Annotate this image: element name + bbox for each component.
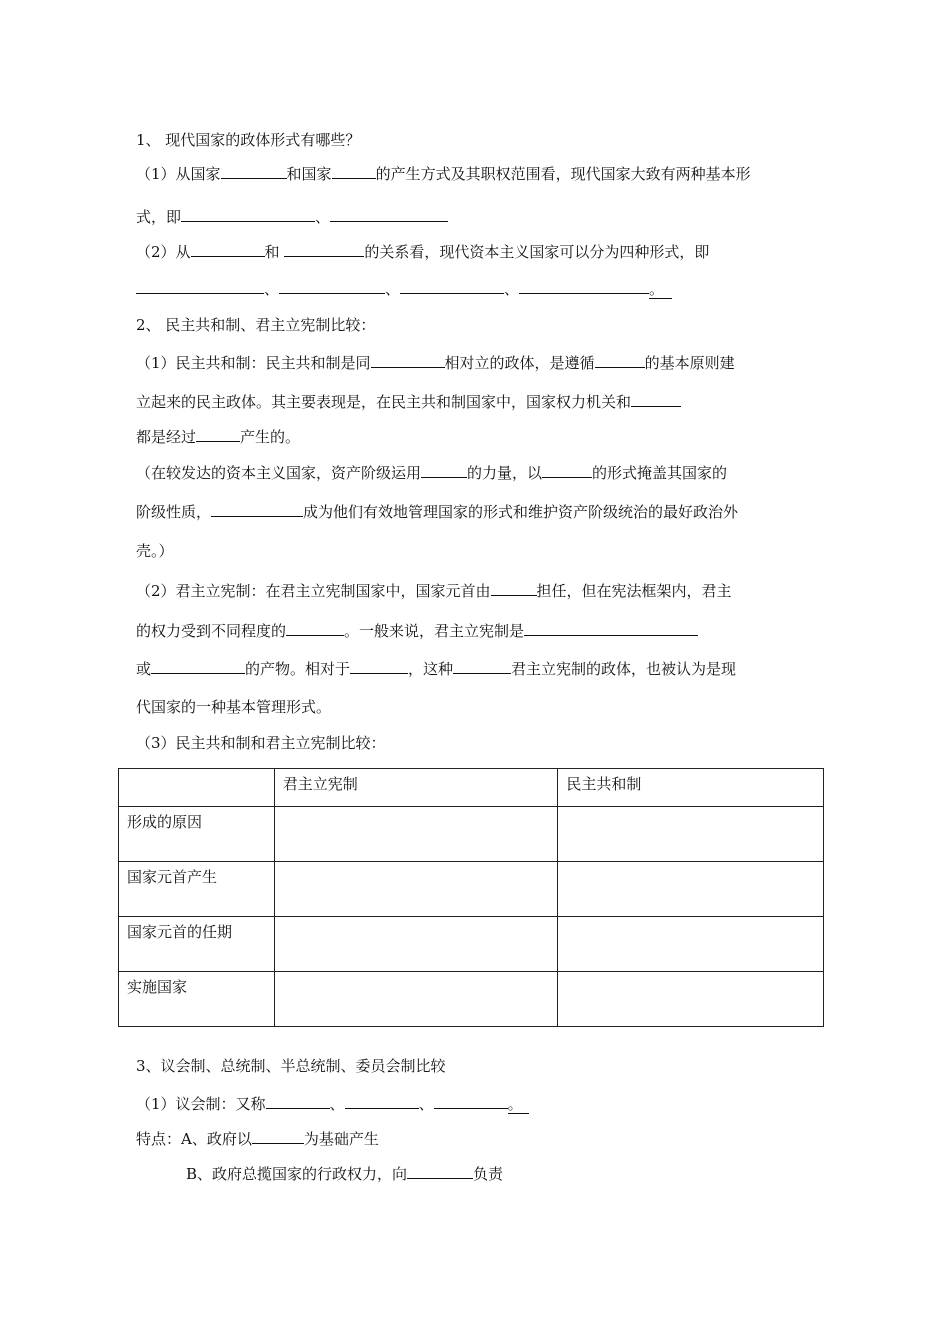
q1-part2-line1: （2）从 和 的关系看，现代资本主义国家可以分为四种形式，即 xyxy=(136,243,710,261)
table-row xyxy=(119,862,824,917)
q2-part1-line2: 立起来的民主政体。其主要表现是，在民主共和制国家中，国家权力机关和 xyxy=(136,391,681,412)
q2-part1-line6: 壳。） xyxy=(136,542,174,560)
q2-part1-line4: （在较发达的资本主义国家，资产阶级运用 的力量，以 的形式掩盖其国家的 xyxy=(136,464,728,482)
answer-blank[interactable] xyxy=(350,658,408,674)
q2-part1-line1: （1）民主共和制：民主共和制是同 相对立的政体，是遵循 的基本原则建 xyxy=(136,354,735,372)
table-header-cell xyxy=(119,769,275,807)
answer-blank[interactable] xyxy=(211,501,303,517)
table-cell[interactable] xyxy=(558,917,824,972)
answer-blank[interactable] xyxy=(631,391,681,407)
table-cell[interactable] xyxy=(558,972,824,1027)
table-row-label: 实施国家 xyxy=(119,972,275,1027)
answer-blank[interactable] xyxy=(371,352,445,368)
table-row xyxy=(119,972,824,1027)
question-2-title: 2、 民主共和制、君主立宪制比较： xyxy=(136,316,376,334)
answer-blank[interactable] xyxy=(191,241,265,257)
question-3-title: 3、议会制、总统制、半总统制、委员会制比较 xyxy=(136,1057,446,1075)
answer-blank[interactable] xyxy=(595,352,645,368)
answer-blank[interactable] xyxy=(332,163,376,179)
q2-part2-line1: （2）君主立宪制：在君主立宪制国家中，国家元首由 担任，但在宪法框架内，君主 xyxy=(136,582,732,600)
q3-part1-line1: （1）议会制：又称 、 、 。 xyxy=(136,1093,529,1114)
answer-blank[interactable] xyxy=(136,278,264,294)
answer-blank[interactable] xyxy=(400,278,504,294)
answer-blank[interactable] xyxy=(252,1128,304,1144)
q1-part1-line2: 式，即 、 xyxy=(136,206,448,227)
answer-blank[interactable] xyxy=(196,426,240,442)
table-header-cell: 君主立宪制 xyxy=(274,769,558,807)
q2-part2-line3: 或 的产物。相对于 ，这种 君主立宪制的政体，也被认为是现 xyxy=(136,660,737,678)
q3-feature-b: B、政府总揽国家的行政权力，向 负责 xyxy=(186,1165,504,1183)
answer-blank[interactable] xyxy=(453,658,511,674)
q2-part2-line2: 的权力受到不同程度的 。一般来说，君主立宪制是 xyxy=(136,620,698,641)
answer-blank[interactable] xyxy=(421,462,467,478)
table-row-label: 国家元首产生 xyxy=(119,862,275,917)
answer-blank[interactable] xyxy=(407,1163,473,1179)
answer-blank[interactable] xyxy=(330,206,448,222)
answer-blank[interactable] xyxy=(221,163,287,179)
table-header-cell: 民主共和制 xyxy=(558,769,824,807)
answer-blank[interactable] xyxy=(284,241,364,257)
comparison-table xyxy=(118,768,824,1027)
q2-part3-title: （3）民主共和制和君主立宪制比较： xyxy=(136,734,386,752)
table-row xyxy=(119,917,824,972)
table-row xyxy=(119,807,824,862)
table-cell[interactable] xyxy=(558,862,824,917)
answer-blank[interactable] xyxy=(181,206,315,222)
q1-part1-line1: （1）从国家 和国家 的产生方式及其职权范围看，现代国家大致有两种基本形 xyxy=(136,165,751,183)
q2-part1-line5: 阶级性质， 成为他们有效地管理国家的形式和维护资产阶级统治的最好政治外 xyxy=(136,503,739,521)
answer-blank[interactable] xyxy=(266,1093,330,1109)
table-row-label: 形成的原因 xyxy=(119,807,275,862)
answer-blank[interactable] xyxy=(524,620,698,636)
table-cell[interactable] xyxy=(274,917,558,972)
table-cell[interactable] xyxy=(274,972,558,1027)
table-cell[interactable] xyxy=(274,862,558,917)
q3-feature-a: 特点：A、政府以 为基础产生 xyxy=(136,1130,379,1148)
answer-blank[interactable] xyxy=(286,620,344,636)
answer-blank[interactable] xyxy=(519,278,649,294)
table-header-row xyxy=(119,769,824,807)
answer-blank[interactable] xyxy=(151,658,245,674)
answer-blank[interactable] xyxy=(491,580,537,596)
answer-blank[interactable] xyxy=(434,1093,508,1109)
q2-part2-line4: 代国家的一种基本管理形式。 xyxy=(136,698,332,716)
table-cell[interactable] xyxy=(274,807,558,862)
answer-blank[interactable] xyxy=(542,462,592,478)
table-row-label: 国家元首的任期 xyxy=(119,917,275,972)
question-1-title: 1、 现代国家的政体形式有哪些？ xyxy=(136,131,361,149)
answer-blank[interactable] xyxy=(345,1093,419,1109)
q2-part1-line3: 都是经过 产生的。 xyxy=(136,428,301,446)
table-cell[interactable] xyxy=(558,807,824,862)
q1-part2-line2: 、 、 、 。 xyxy=(136,278,672,299)
answer-blank[interactable] xyxy=(279,278,385,294)
